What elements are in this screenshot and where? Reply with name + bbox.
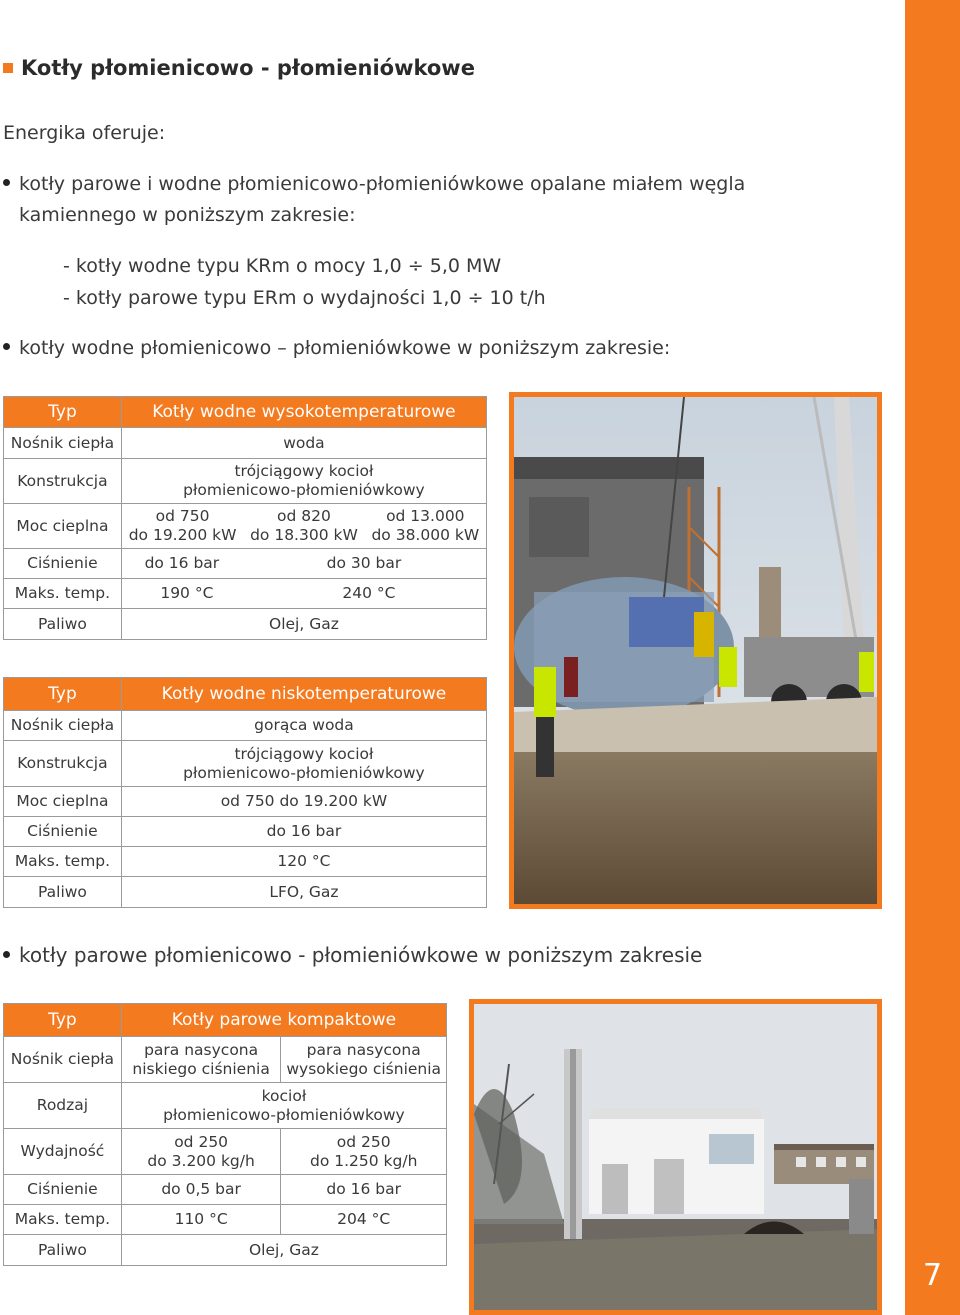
table-cell: [121, 579, 486, 609]
cell-line: do 19.200 kW: [128, 526, 237, 544]
table-row: [4, 1235, 447, 1266]
bullet-3-text: kotły parowe płomienicowo - płomieniówkowe w poniższym zakresie: [19, 943, 703, 967]
row-label: Maks. temp.: [4, 579, 122, 609]
row-label: Konstrukcja: [4, 459, 122, 504]
table-row: [4, 579, 487, 609]
row-label: Ciśnienie: [4, 549, 122, 579]
cell-line: wysokiego ciśnienia: [286, 1059, 442, 1078]
cell-line: trójciągowy kocioł: [234, 744, 374, 763]
table-cell: [281, 1037, 447, 1083]
row-label: Moc cieplna: [4, 504, 122, 549]
page-number: 7: [922, 1258, 943, 1293]
table-row: [4, 877, 487, 908]
table-cell: Olej, Gaz: [121, 1235, 446, 1266]
row-label: Maks. temp.: [4, 847, 122, 877]
bullet-icon: [3, 951, 10, 958]
page-title-text: Kotły płomienicowo - płomieniówkowe: [21, 56, 475, 80]
table-cell: do 0,5 bar: [121, 1175, 281, 1205]
cell-line: do 1.250 kg/h: [309, 1151, 418, 1170]
cell-line: od 820: [277, 507, 331, 525]
cell-line: para nasycona: [306, 1040, 421, 1059]
table-compact-steam-boilers: [3, 1003, 447, 1266]
table-row: [4, 678, 487, 711]
cell-line: do 38.000 kW: [371, 526, 480, 544]
cell-line: płomienicowo-płomieniówkowy: [163, 1105, 405, 1124]
bullet-icon: [3, 343, 10, 350]
table-cell: [121, 549, 486, 579]
table-row: [4, 847, 487, 877]
row-label: Ciśnienie: [4, 817, 122, 847]
cell-line: niskiego ciśnienia: [132, 1059, 270, 1078]
boiler-house-photo-illustration: [474, 1004, 877, 1315]
row-label: Nośnik ciepła: [4, 428, 122, 459]
table-header-cell: Typ: [4, 678, 122, 711]
row-label: Wydajność: [4, 1129, 122, 1175]
cell-line: od 250: [174, 1132, 229, 1151]
row-label: Rodzaj: [4, 1083, 122, 1129]
cell-split: [122, 507, 486, 545]
cell-line: płomienicowo-płomieniówkowy: [183, 481, 425, 499]
table-cell: woda: [121, 428, 486, 459]
row-label: Paliwo: [4, 877, 122, 908]
cell-line: para nasycona: [144, 1040, 259, 1059]
table-cell: 110 °C: [121, 1205, 281, 1235]
table-header-cell: Typ: [4, 397, 122, 428]
table-header-cell: Kotły wodne niskotemperaturowe: [121, 678, 486, 711]
table-row: [4, 1205, 447, 1235]
row-label: Nośnik ciepła: [4, 1037, 122, 1083]
cell-part: do 16 bar: [144, 554, 220, 572]
table-cell: LFO, Gaz: [121, 877, 486, 908]
table-row: [4, 428, 487, 459]
bullet-2: [3, 337, 670, 359]
cell-line: od 250: [336, 1132, 391, 1151]
row-label: Nośnik ciepła: [4, 711, 122, 741]
table-high-temp-water-boilers: [3, 396, 487, 640]
photo-boiler-installation: [509, 392, 882, 909]
row-label: Maks. temp.: [4, 1205, 122, 1235]
table-row: [4, 549, 487, 579]
cell-line: płomienicowo-płomieniówkowy: [183, 763, 425, 782]
bullet-3: [3, 943, 702, 967]
cell-part: 240 °C: [342, 584, 396, 602]
table-row: [4, 787, 487, 817]
table-cell: [121, 1037, 281, 1083]
photo-boiler-house: [469, 999, 882, 1315]
table-row: [4, 504, 487, 549]
bullet-1-sub-2: - kotły parowe typu ERm o wydajności 1,0 ÷ 10 t/h: [63, 287, 546, 309]
table-cell: [121, 1129, 281, 1175]
table-cell: [121, 1083, 446, 1129]
cell-line: kocioł: [261, 1086, 307, 1105]
cell-line: trójciągowy kocioł: [234, 462, 374, 480]
table-header-cell: Typ: [4, 1004, 122, 1037]
table-row: [4, 711, 487, 741]
row-label: Paliwo: [4, 1235, 122, 1266]
cell-part: [129, 507, 237, 545]
bullet-1-line-1: kotły parowe i wodne płomienicowo-płomieniówkowe opalane miałem węgla: [19, 173, 746, 195]
row-label: Moc cieplna: [4, 787, 122, 817]
table-cell: do 16 bar: [281, 1175, 447, 1205]
cell-line: do 3.200 kg/h: [147, 1151, 255, 1170]
table-header-cell: Kotły parowe kompaktowe: [121, 1004, 446, 1037]
table-row: [4, 1083, 447, 1129]
bullet-2-text: kotły wodne płomienicowo – płomieniówkowe w poniższym zakresie:: [19, 337, 671, 359]
page-title: [3, 56, 475, 80]
table-row: [4, 817, 487, 847]
table-cell: 204 °C: [281, 1205, 447, 1235]
boiler-crane-photo-illustration: [514, 397, 877, 904]
cell-part: do 30 bar: [326, 554, 402, 572]
table-cell: gorąca woda: [121, 711, 486, 741]
table-low-temp-water-boilers: [3, 677, 487, 908]
table-header-cell: Kotły wodne wysokotemperaturowe: [121, 397, 486, 428]
bullet-1: [3, 173, 745, 195]
intro-text: Energika oferuje:: [3, 122, 166, 144]
table-row: [4, 741, 487, 787]
table-row: [4, 397, 487, 428]
cell-part: [250, 507, 358, 545]
table-cell: [121, 741, 486, 787]
bullet-1-line-2: kamiennego w poniższym zakresie:: [19, 204, 356, 226]
bullet-icon: [3, 179, 10, 186]
table-cell: 120 °C: [121, 847, 486, 877]
cell-line: od 750: [155, 507, 210, 525]
side-accent-bar: [905, 0, 960, 1315]
table-cell: [121, 504, 486, 549]
table-cell: do 16 bar: [121, 817, 486, 847]
table-row: [4, 1175, 447, 1205]
table-cell: Olej, Gaz: [121, 609, 486, 640]
bullet-1-sub-1: - kotły wodne typu KRm o mocy 1,0 ÷ 5,0 MW: [63, 255, 502, 277]
table-cell: [121, 459, 486, 504]
square-bullet-icon: [3, 63, 13, 73]
cell-line: do 18.300 kW: [250, 526, 358, 544]
row-label: Paliwo: [4, 609, 122, 640]
cell-part: [371, 507, 479, 545]
table-row: [4, 1037, 447, 1083]
table-cell: od 750 do 19.200 kW: [121, 787, 486, 817]
table-row: [4, 609, 487, 640]
table-row: [4, 1004, 447, 1037]
cell-line: od 13.000: [386, 507, 465, 525]
table-row: [4, 459, 487, 504]
cell-part: 190 °C: [160, 584, 214, 602]
table-cell: [281, 1129, 447, 1175]
table-row: [4, 1129, 447, 1175]
row-label: Konstrukcja: [4, 741, 122, 787]
row-label: Ciśnienie: [4, 1175, 122, 1205]
